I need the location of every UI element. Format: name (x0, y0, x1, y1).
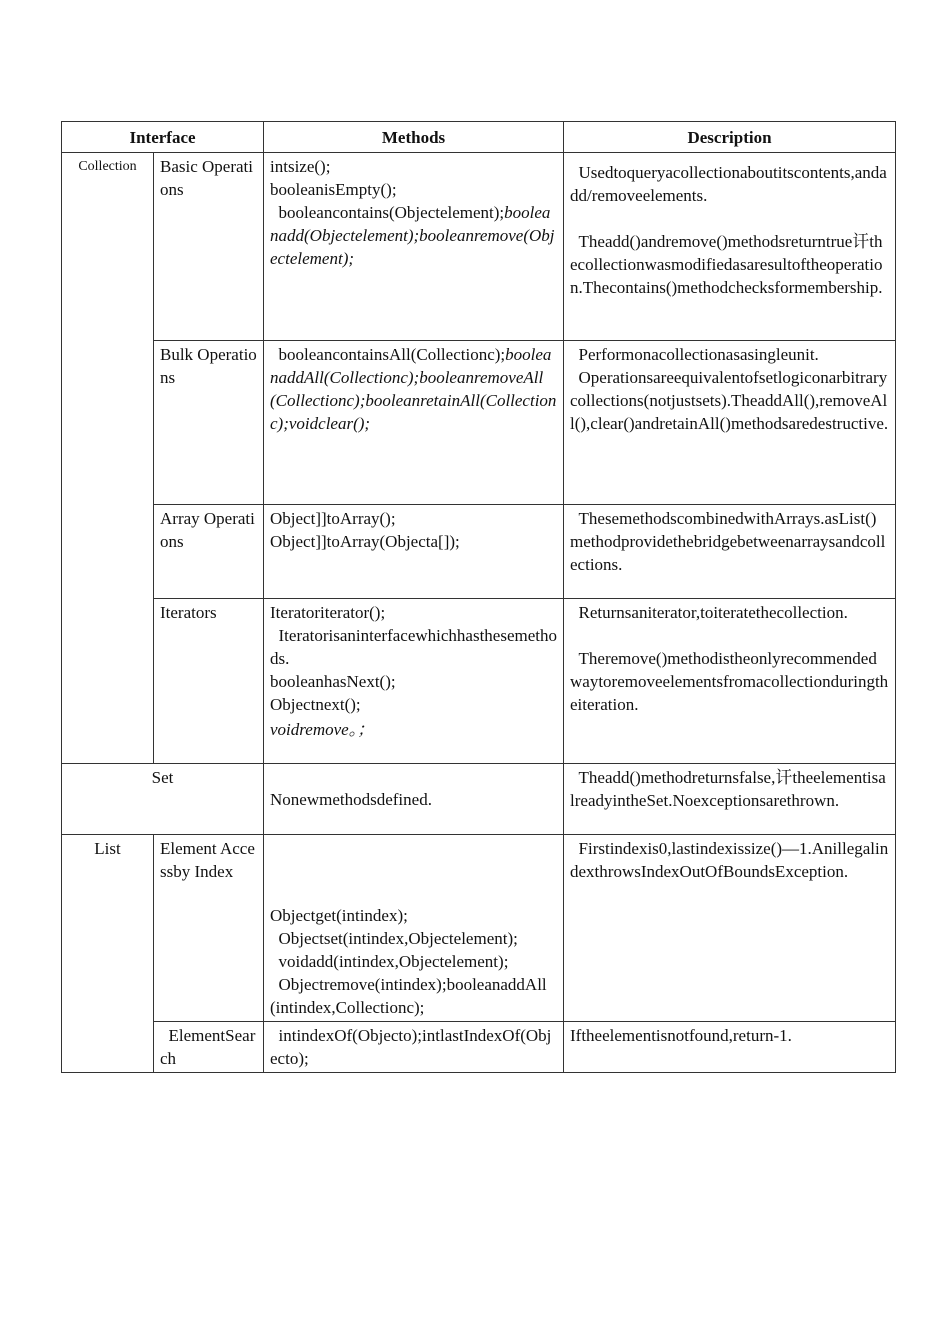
method-line: Objectnext(); (270, 695, 361, 714)
bulk-operations-methods (264, 341, 564, 505)
iterators-methods (264, 599, 564, 764)
set-description: Theadd()methodreturnsfalse,讦theelementisalreadyintheSet.Noexceptionsarethrown. (564, 764, 896, 835)
method-line-italic: booleanaddAll(Collectionc);booleanremoveAll(Collectionc);booleanretainAll(Collectionc);voidclear(); (270, 345, 557, 433)
description-text: Theremove()methodistheonlyrecommendedwaytoremoveelementsfromacollectionduringtheiteration. (570, 649, 889, 714)
method-line: booleancontains(Objectelement); (270, 203, 505, 222)
method-line: Objectget(intindex); (270, 906, 408, 925)
table-row (62, 1022, 896, 1073)
description-text: Usedtoqueryacollectionaboutitscontents,andadd/removeelements. (570, 163, 887, 205)
header-description: Description (564, 122, 896, 153)
basic-operations-methods (264, 153, 564, 341)
array-operations-methods (264, 505, 564, 599)
element-search-description: Iftheelementisnotfound,return-1. (564, 1022, 896, 1073)
method-line: voidadd(intindex,Objectelement); (270, 952, 509, 971)
method-line: Object]]toArray(); (270, 509, 396, 528)
iterators-description (564, 599, 896, 764)
iterators-name: Iterators (154, 599, 264, 764)
method-line: intsize(); (270, 157, 331, 176)
set-label: Set (62, 764, 264, 835)
header-interface: Interface (62, 122, 264, 153)
method-line: Objectremove(intindex);booleanaddAll(intindex,Collectionc); (270, 975, 547, 1017)
bulk-operations-description (564, 341, 896, 505)
basic-operations-description (564, 153, 896, 341)
element-search-name: ElementSearch (154, 1022, 264, 1073)
method-line: booleanhasNext(); (270, 672, 396, 691)
description-text: Returnsaniterator,toiteratethecollection. (570, 603, 848, 622)
element-access-name: Element Accessby Index (154, 835, 264, 1022)
element-access-methods (264, 835, 564, 1022)
set-methods: Nonewmethodsdefined. (264, 764, 564, 835)
header-methods: Methods (264, 122, 564, 153)
table-row (62, 153, 896, 341)
table-row (62, 764, 896, 835)
header-row (62, 122, 896, 153)
interface-methods-table (61, 121, 896, 1073)
table-row (62, 835, 896, 1022)
array-operations-name: Array Operations (154, 505, 264, 599)
element-access-description: Firstindexis0,lastindexissize()—1.AnillegalindexthrowsIndexOutOfBoundsException. (564, 835, 896, 1022)
array-operations-description (564, 505, 896, 599)
method-line: Iteratorisaninterfacewhichhasthesemethods. (270, 626, 557, 668)
collection-label: Collection (62, 153, 154, 764)
bulk-operations-name: Bulk Operations (154, 341, 264, 505)
method-line-italic: booleanadd(Objectelement);booleanremove(Objectelement); (270, 203, 555, 268)
description-text: ThesemethodscombinedwithArrays.asList()methodprovidethebridgebetweenarraysandcollections. (570, 509, 886, 574)
table-row (62, 599, 896, 764)
description-text: Theadd()andremove()methodsreturntrue讦thecollectionwasmodifiedasaresultoftheoperation.Thecontains()methodchecksformembership. (570, 232, 883, 297)
basic-operations-name: Basic Operations (154, 153, 264, 341)
element-search-methods: intindexOf(Objecto);intlastIndexOf(Objecto); (264, 1022, 564, 1073)
description-text: Operationsareequivalentofsetlogiconarbitrarycollections(notjustsets).TheaddAll(),removeAll(),clear()andretainAll()methodsaredestructive. (570, 368, 889, 433)
method-line: Object]]toArray(Objecta[]); (270, 532, 460, 551)
description-text: Performonacollectionasasingleunit. (570, 345, 819, 364)
method-line: booleanisEmpty(); (270, 180, 397, 199)
method-line: Iteratoriterator(); (270, 603, 386, 622)
list-label: List (62, 835, 154, 1073)
table-row (62, 341, 896, 505)
method-line: Objectset(intindex,Objectelement); (270, 929, 518, 948)
method-line-italic: voidremove。； (270, 720, 375, 739)
method-line: booleancontainsAll(Collectionc); (270, 345, 506, 364)
table-row (62, 505, 896, 599)
